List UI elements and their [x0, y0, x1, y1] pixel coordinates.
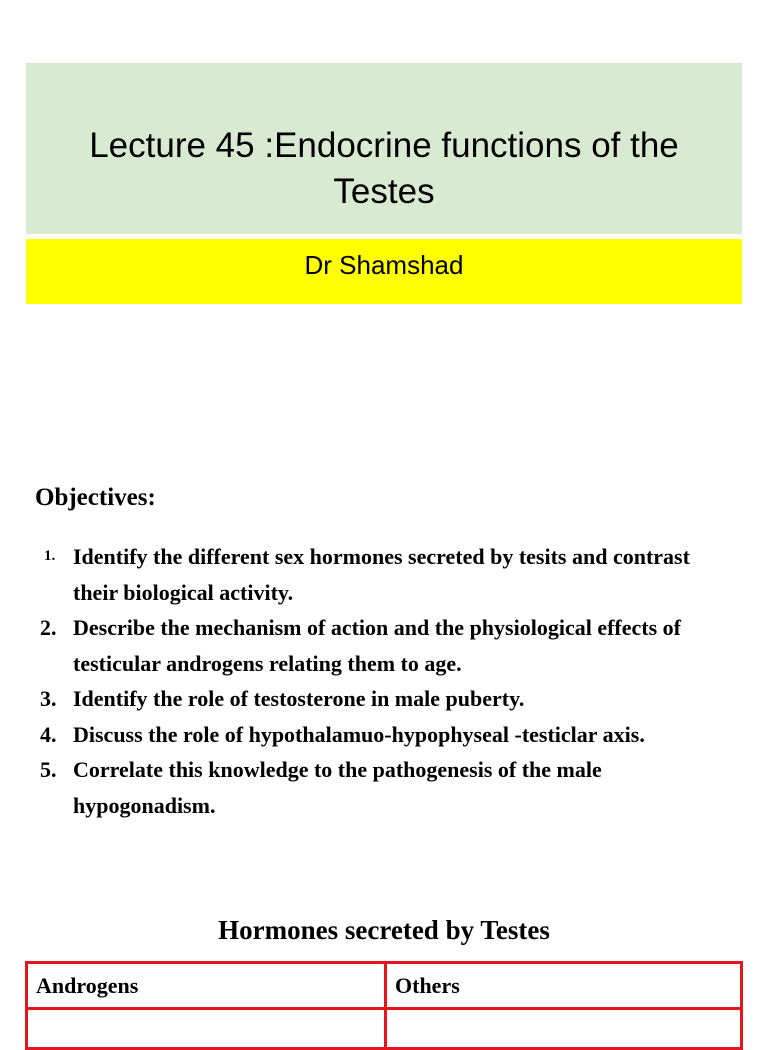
- table-cell: [386, 1009, 742, 1049]
- objective-item: [0, 752, 713, 823]
- lecture-title-line2: Testes: [333, 171, 435, 211]
- column-header-others: Others: [386, 963, 742, 1009]
- objectives-heading: Objectives:: [35, 484, 156, 511]
- objective-item: [0, 610, 713, 681]
- lecture-title: [89, 123, 679, 215]
- objective-number: 4.: [40, 721, 57, 747]
- objective-text: Identify the role of testosterone in male puberty.: [73, 686, 525, 711]
- lecture-title-line1: Lecture 45 :Endocrine functions of the: [89, 125, 679, 165]
- objective-text: Correlate this knowledge to the pathogenesis of the male hypogonadism.: [73, 757, 602, 818]
- objective-number: 3.: [40, 686, 57, 711]
- table-cell: [27, 1009, 386, 1049]
- objective-number: 1.: [44, 548, 56, 564]
- hormones-table: [25, 961, 743, 1050]
- column-header-androgens: Androgens: [27, 963, 386, 1009]
- table-row: [27, 1009, 742, 1049]
- author-name: Dr Shamshad: [304, 250, 464, 280]
- objective-text: Discuss the role of hypothalamuo-hypophyseal -testiclar axis.: [73, 721, 645, 747]
- objectives-list: [0, 539, 768, 823]
- objective-item: [0, 681, 713, 717]
- author-banner: [26, 239, 742, 304]
- objective-item: [0, 717, 713, 753]
- objective-text: Describe the mechanism of action and the physiological effects of testicular androgens relating them to age.: [73, 615, 681, 676]
- objective-number: 2.: [40, 615, 57, 640]
- table-header-row: [27, 963, 742, 1009]
- objective-item: [0, 539, 713, 610]
- title-banner: [26, 63, 742, 234]
- hormones-table-title: Hormones secreted by Testes: [218, 915, 550, 945]
- objective-text: Identify the different sex hormones secreted by tesits and contrast their biological activity.: [73, 544, 690, 605]
- objective-number: 5.: [40, 757, 57, 782]
